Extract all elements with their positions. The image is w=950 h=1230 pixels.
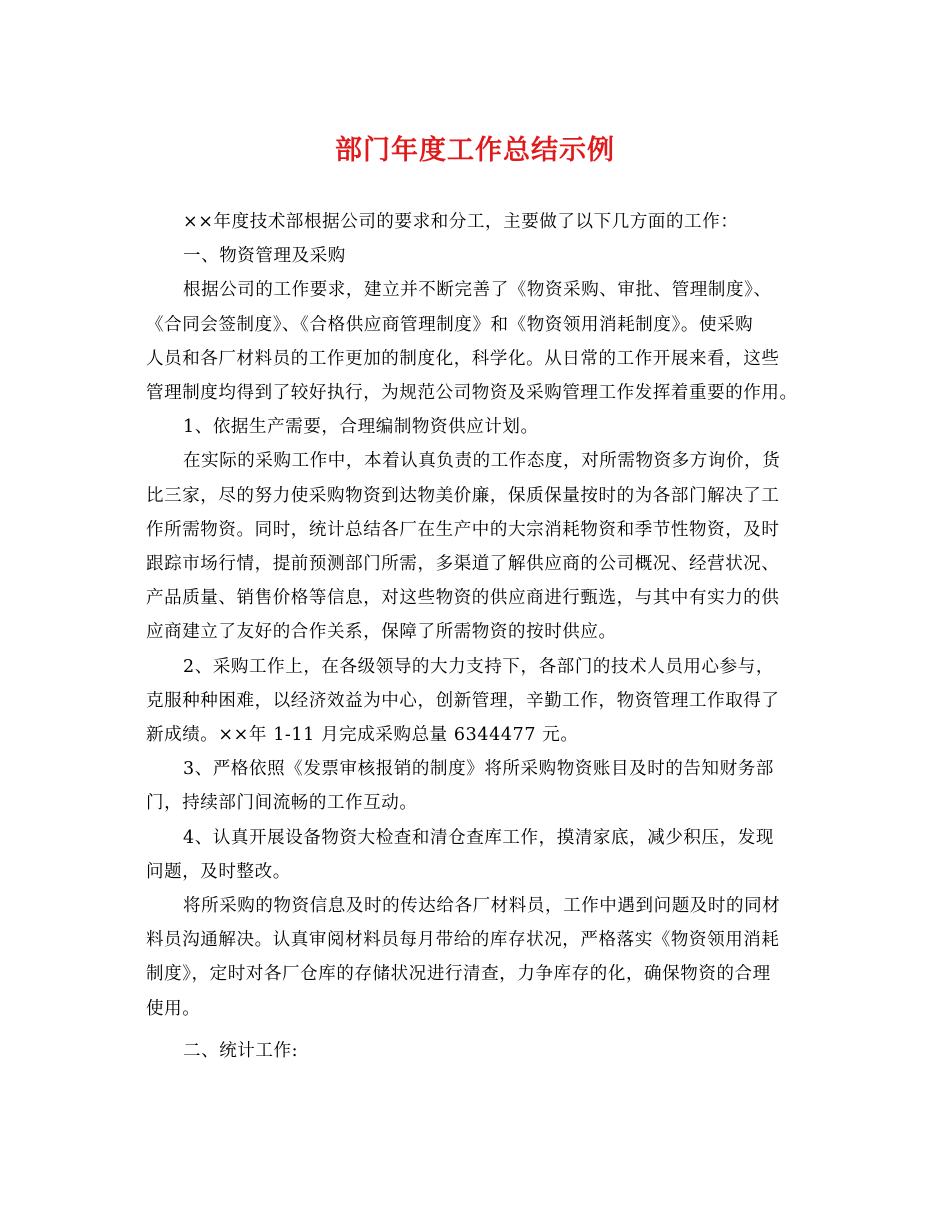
paragraph bbox=[146, 205, 806, 239]
paragraph bbox=[146, 273, 806, 410]
paragraph bbox=[146, 752, 806, 820]
paragraph-line: 将所采购的物资信息及时的传达给各厂材料员，工作中遇到问题及时的同材 bbox=[183, 896, 781, 917]
document-title: 部门年度工作总结示例 bbox=[335, 135, 615, 166]
paragraph-line: 使用。 bbox=[146, 998, 201, 1019]
paragraph-line: 一、物资管理及采购 bbox=[183, 246, 346, 267]
paragraph bbox=[146, 1034, 806, 1068]
paragraph-line: 3、严格依照《发票审核报销的制度》将所采购物资账目及时的告知财务部 bbox=[183, 759, 774, 780]
paragraph bbox=[146, 410, 806, 444]
paragraph-line: 比三家，尽的努力使采购物资到达物美价廉，保质保量按时的为各部门解决了工 bbox=[146, 485, 780, 506]
paragraph-line: 应商建立了友好的合作关系，保障了所需物资的按时供应。 bbox=[146, 622, 617, 643]
paragraph-line: 人员和各厂材料员的工作更加的制度化，科学化。从日常的工作开展来看，这些 bbox=[146, 348, 780, 369]
paragraph-line: 2、采购工作上，在各级领导的大力支持下，各部门的技术人员用心参与， bbox=[183, 656, 774, 677]
paragraph-line: 跟踪市场行情，提前预测部门所需，多渠道了解供应商的公司概况、经营状况、 bbox=[146, 554, 780, 575]
paragraph bbox=[146, 239, 806, 273]
paragraph bbox=[146, 821, 806, 889]
paragraph-line: 二、统计工作: bbox=[183, 1040, 299, 1061]
paragraph bbox=[146, 444, 806, 649]
paragraph-line: 管理制度均得到了较好执行，为规范公司物资及采购管理工作发挥着重要的作用。 bbox=[146, 383, 798, 404]
paragraph bbox=[146, 650, 806, 753]
document-body bbox=[146, 205, 806, 1068]
paragraph-line: 制度》，定时对各厂仓库的存储状况进行清查，力争库存的化，确保物资的合理 bbox=[146, 964, 771, 985]
paragraph-line: 根据公司的工作要求，建立并不断完善了《物资采购、审批、管理制度》、 bbox=[183, 280, 772, 301]
paragraph-line: 《合同会签制度》、《合格供应商管理制度》和《物资领用消耗制度》。使采购 bbox=[146, 314, 754, 335]
paragraph-line: 门，持续部门间流畅的工作互动。 bbox=[146, 793, 418, 814]
paragraph-line: 4、认真开展设备物资大检查和清仓查库工作，摸清家底，减少积压，发现 bbox=[183, 827, 774, 848]
paragraph-line: 产品质量、销售价格等信息，对这些物资的供应商进行甄选，与其中有实力的供 bbox=[146, 588, 780, 609]
paragraph-line: 1、依据生产需要，合理编制物资供应计划。 bbox=[183, 417, 539, 438]
paragraph-line: ××年度技术部根据公司的要求和分工，主要做了以下几方面的工作： bbox=[183, 212, 739, 232]
paragraph-line: 作所需物资。同时，统计总结各厂在生产中的大宗消耗物资和季节性物资，及时 bbox=[146, 519, 780, 540]
paragraph-line: 问题，及时整改。 bbox=[146, 861, 291, 882]
paragraph-line: 克服种种困难，以经济效益为中心，创新管理，辛勤工作，物资管理工作取得了 bbox=[146, 690, 780, 711]
paragraph bbox=[146, 889, 806, 1026]
paragraph-line: 料员沟通解决。认真审阅材料员每月带给的库存状况，严格落实《物资领用消耗 bbox=[146, 930, 780, 951]
paragraph-line: 在实际的采购工作中，本着认真负责的工作态度，对所需物资多方询价，货 bbox=[183, 451, 781, 472]
paragraph-line: 新成绩。××年 1-11 月完成采购总量 6344477 元。 bbox=[146, 725, 579, 746]
